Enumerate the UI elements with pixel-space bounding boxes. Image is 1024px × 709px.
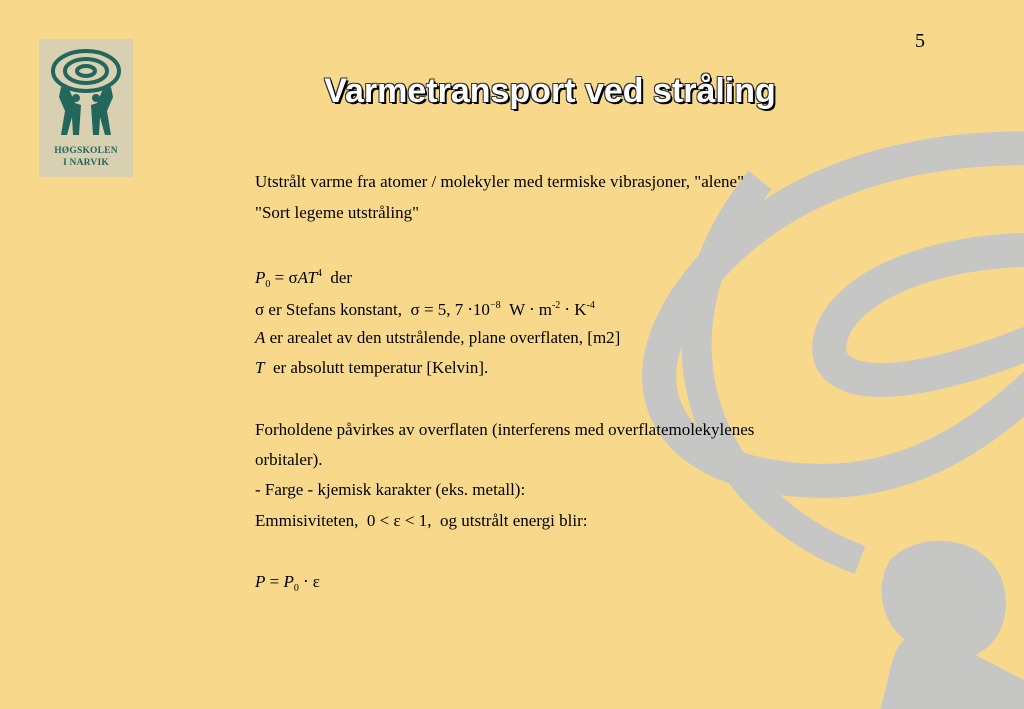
formula-line-emissivity <box>255 511 587 531</box>
emissivity-text: Emmisiviteten, <box>255 511 359 530</box>
text-line-temperature: T er absolutt temperatur [Kelvin]. <box>255 358 489 377</box>
text-line-1: Utstrålt varme fra atomer / molekyler med termiske vibrasjoner, "alene" <box>255 172 745 191</box>
formula-line-result <box>255 572 320 599</box>
formula-line-stefan <box>255 296 595 320</box>
formula-der: der <box>330 268 353 287</box>
formula-emissivity-range: 0 < ε < 1, <box>366 511 432 530</box>
emissivity-suffix: og utstrålt energi blir: <box>439 511 588 530</box>
text-line-2: "Sort legeme utstråling" <box>255 203 420 222</box>
formula-stefan-value: σ = 5, $7 \cdot 10^{-8}$ $W \cdot m^{-2} \cdot K^{-4}$ <box>410 300 595 319</box>
text-line-7: Forholdene påvirkes av overflaten (interferens med overflatemolekylenes <box>255 420 755 439</box>
formula-power: $P_0 = \sigma AT^4$ <box>255 268 322 290</box>
area-text: er arealet av den utstrålende, plane overflaten, [m2] <box>269 328 621 347</box>
text-line-area: A er arealet av den utstrålende, plane overflaten, [m2] <box>255 328 621 347</box>
temperature-text: er absolutt temperatur [Kelvin]. <box>272 358 489 377</box>
logo-text-line2: I NARVIK <box>63 158 109 168</box>
stefan-text: σ er Stefans konstant, <box>255 300 403 319</box>
formula-result: $P = P_0 \cdot \varepsilon$ <box>255 572 320 594</box>
page-number: 5 <box>915 30 925 52</box>
logo-text-line1: HØGSKOLEN <box>54 146 118 156</box>
slide-title: Varmetransport ved stråling <box>324 72 776 110</box>
text-line-8: orbitaler). <box>255 450 323 469</box>
text-line-9: - Farge - kjemisk karakter (eks. metall): <box>255 480 526 499</box>
formula-line-power <box>255 264 352 295</box>
